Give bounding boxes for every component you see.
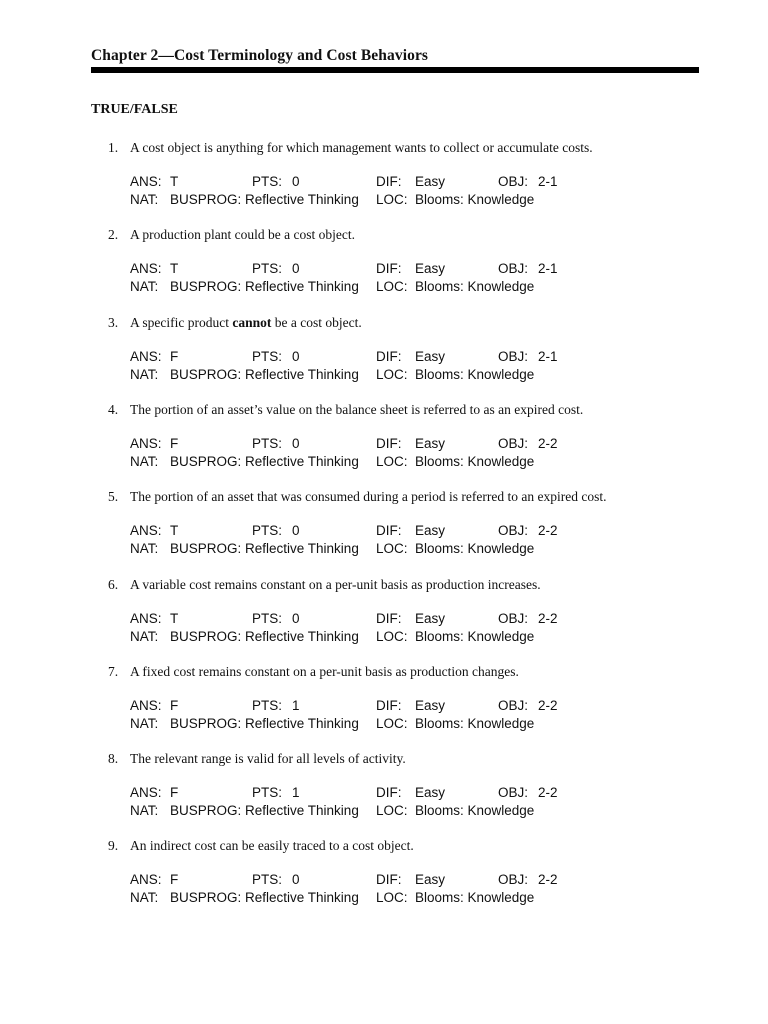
- loc-value: Blooms: Knowledge: [415, 541, 535, 556]
- obj-value: 2-2: [538, 785, 558, 800]
- dif-label: DIF:: [376, 872, 402, 887]
- ans-label: ANS:: [130, 698, 162, 713]
- nat-value: BUSPROG: Reflective Thinking: [170, 367, 359, 382]
- nat-label: NAT:: [130, 192, 159, 207]
- ans-label: ANS:: [130, 436, 162, 451]
- loc-label: LOC:: [376, 541, 408, 556]
- ans-label: ANS:: [130, 611, 162, 626]
- obj-value: 2-2: [538, 436, 558, 451]
- nat-value: BUSPROG: Reflective Thinking: [170, 541, 359, 556]
- question-text-part: A cost object is anything for which management wants to collect or accumulate costs.: [130, 140, 593, 155]
- pts-value: 0: [292, 174, 300, 189]
- ans-label: ANS:: [130, 785, 162, 800]
- loc-label: LOC:: [376, 279, 408, 294]
- loc-label: LOC:: [376, 192, 408, 207]
- dif-label: DIF:: [376, 174, 402, 189]
- question-number: 6.: [108, 577, 119, 592]
- dif-label: DIF:: [376, 611, 402, 626]
- obj-value: 2-2: [538, 523, 558, 538]
- question-number: 7.: [108, 664, 119, 679]
- question-text-part: A variable cost remains constant on a per-unit basis as production increases.: [130, 577, 541, 592]
- nat-value: BUSPROG: Reflective Thinking: [170, 890, 359, 905]
- ans-value: T: [170, 611, 179, 626]
- pts-label: PTS:: [252, 698, 283, 713]
- dif-value: Easy: [415, 349, 446, 364]
- question-text-part: An indirect cost can be easily traced to a cost object.: [130, 838, 414, 853]
- title-rule: [91, 67, 699, 73]
- question-number: 9.: [108, 838, 119, 853]
- question-number: 5.: [108, 489, 119, 504]
- dif-label: DIF:: [376, 261, 402, 276]
- obj-label: OBJ:: [498, 261, 529, 276]
- obj-label: OBJ:: [498, 611, 529, 626]
- loc-label: LOC:: [376, 629, 408, 644]
- dif-label: DIF:: [376, 698, 402, 713]
- pts-label: PTS:: [252, 349, 283, 364]
- ans-value: F: [170, 436, 179, 451]
- dif-label: DIF:: [376, 785, 402, 800]
- dif-value: Easy: [415, 785, 446, 800]
- obj-value: 2-2: [538, 611, 558, 626]
- obj-label: OBJ:: [498, 174, 529, 189]
- pts-value: 0: [292, 436, 300, 451]
- pts-value: 0: [292, 349, 300, 364]
- nat-label: NAT:: [130, 890, 159, 905]
- pts-label: PTS:: [252, 523, 283, 538]
- ans-label: ANS:: [130, 174, 162, 189]
- nat-value: BUSPROG: Reflective Thinking: [170, 192, 359, 207]
- nat-label: NAT:: [130, 629, 159, 644]
- obj-label: OBJ:: [498, 349, 529, 364]
- question-number: 1.: [108, 140, 119, 155]
- question-text: [130, 751, 406, 767]
- question-text: [130, 315, 362, 331]
- nat-value: BUSPROG: Reflective Thinking: [170, 454, 359, 469]
- obj-value: 2-2: [538, 698, 558, 713]
- question-text-part: The portion of an asset that was consumed during a period is referred to an expired cost.: [130, 489, 607, 504]
- question-text-part: The portion of an asset’s value on the balance sheet is referred to as an expired cost.: [130, 402, 584, 417]
- loc-value: Blooms: Knowledge: [415, 716, 535, 731]
- loc-value: Blooms: Knowledge: [415, 454, 535, 469]
- ans-label: ANS:: [130, 872, 162, 887]
- ans-value: T: [170, 523, 179, 538]
- question-text: [130, 838, 414, 854]
- question-text-part: A production plant could be a cost object.: [130, 227, 355, 242]
- dif-value: Easy: [415, 261, 446, 276]
- dif-label: DIF:: [376, 523, 402, 538]
- obj-value: 2-2: [538, 872, 558, 887]
- question-text-part: The relevant range is valid for all levels of activity.: [130, 751, 406, 766]
- loc-value: Blooms: Knowledge: [415, 629, 535, 644]
- ans-value: T: [170, 174, 179, 189]
- question-number: 3.: [108, 315, 119, 330]
- loc-value: Blooms: Knowledge: [415, 279, 535, 294]
- obj-label: OBJ:: [498, 698, 529, 713]
- question-text: [130, 664, 519, 680]
- section-heading: TRUE/FALSE: [91, 102, 178, 117]
- nat-label: NAT:: [130, 367, 159, 382]
- obj-label: OBJ:: [498, 785, 529, 800]
- dif-label: DIF:: [376, 436, 402, 451]
- loc-value: Blooms: Knowledge: [415, 890, 535, 905]
- question-text: [130, 489, 606, 505]
- dif-value: Easy: [415, 872, 446, 887]
- pts-label: PTS:: [252, 261, 283, 276]
- ans-value: T: [170, 261, 179, 276]
- question-number: 2.: [108, 227, 119, 242]
- obj-label: OBJ:: [498, 436, 529, 451]
- pts-label: PTS:: [252, 174, 283, 189]
- loc-label: LOC:: [376, 890, 408, 905]
- loc-value: Blooms: Knowledge: [415, 367, 535, 382]
- pts-label: PTS:: [252, 872, 283, 887]
- ans-value: F: [170, 349, 179, 364]
- nat-label: NAT:: [130, 279, 159, 294]
- nat-value: BUSPROG: Reflective Thinking: [170, 629, 359, 644]
- question-text-part: A specific product: [130, 315, 233, 330]
- loc-value: Blooms: Knowledge: [415, 192, 535, 207]
- obj-label: OBJ:: [498, 523, 529, 538]
- loc-label: LOC:: [376, 803, 408, 818]
- loc-value: Blooms: Knowledge: [415, 803, 535, 818]
- pts-value: 0: [292, 261, 300, 276]
- dif-value: Easy: [415, 174, 446, 189]
- nat-value: BUSPROG: Reflective Thinking: [170, 716, 359, 731]
- loc-label: LOC:: [376, 454, 408, 469]
- question-number: 8.: [108, 751, 119, 766]
- chapter-title: Chapter 2—Cost Terminology and Cost Behaviors: [91, 47, 429, 64]
- ans-label: ANS:: [130, 261, 162, 276]
- nat-label: NAT:: [130, 454, 159, 469]
- ans-label: ANS:: [130, 349, 162, 364]
- dif-value: Easy: [415, 698, 446, 713]
- question-text-part: A fixed cost remains constant on a per-unit basis as production changes.: [130, 664, 519, 679]
- question-emphasis: cannot: [232, 315, 272, 330]
- pts-label: PTS:: [252, 611, 283, 626]
- loc-label: LOC:: [376, 367, 408, 382]
- pts-value: 0: [292, 611, 300, 626]
- dif-value: Easy: [415, 436, 446, 451]
- question-text: [130, 140, 593, 156]
- nat-label: NAT:: [130, 716, 159, 731]
- question-text-part: be a cost object.: [271, 315, 362, 330]
- question-number: 4.: [108, 402, 119, 417]
- nat-value: BUSPROG: Reflective Thinking: [170, 803, 359, 818]
- dif-value: Easy: [415, 611, 446, 626]
- question-text: [130, 577, 541, 593]
- dif-value: Easy: [415, 523, 446, 538]
- dif-label: DIF:: [376, 349, 402, 364]
- question-text: [130, 402, 583, 418]
- obj-label: OBJ:: [498, 872, 529, 887]
- obj-value: 2-1: [538, 174, 558, 189]
- pts-label: PTS:: [252, 785, 283, 800]
- obj-value: 2-1: [538, 261, 558, 276]
- pts-value: 0: [292, 523, 300, 538]
- ans-value: F: [170, 698, 179, 713]
- pts-value: 1: [292, 785, 300, 800]
- nat-label: NAT:: [130, 803, 159, 818]
- ans-value: F: [170, 872, 179, 887]
- nat-label: NAT:: [130, 541, 159, 556]
- pts-value: 0: [292, 872, 300, 887]
- ans-value: F: [170, 785, 179, 800]
- pts-label: PTS:: [252, 436, 283, 451]
- obj-value: 2-1: [538, 349, 558, 364]
- question-text: [130, 227, 355, 243]
- loc-label: LOC:: [376, 716, 408, 731]
- ans-label: ANS:: [130, 523, 162, 538]
- pts-value: 1: [292, 698, 300, 713]
- nat-value: BUSPROG: Reflective Thinking: [170, 279, 359, 294]
